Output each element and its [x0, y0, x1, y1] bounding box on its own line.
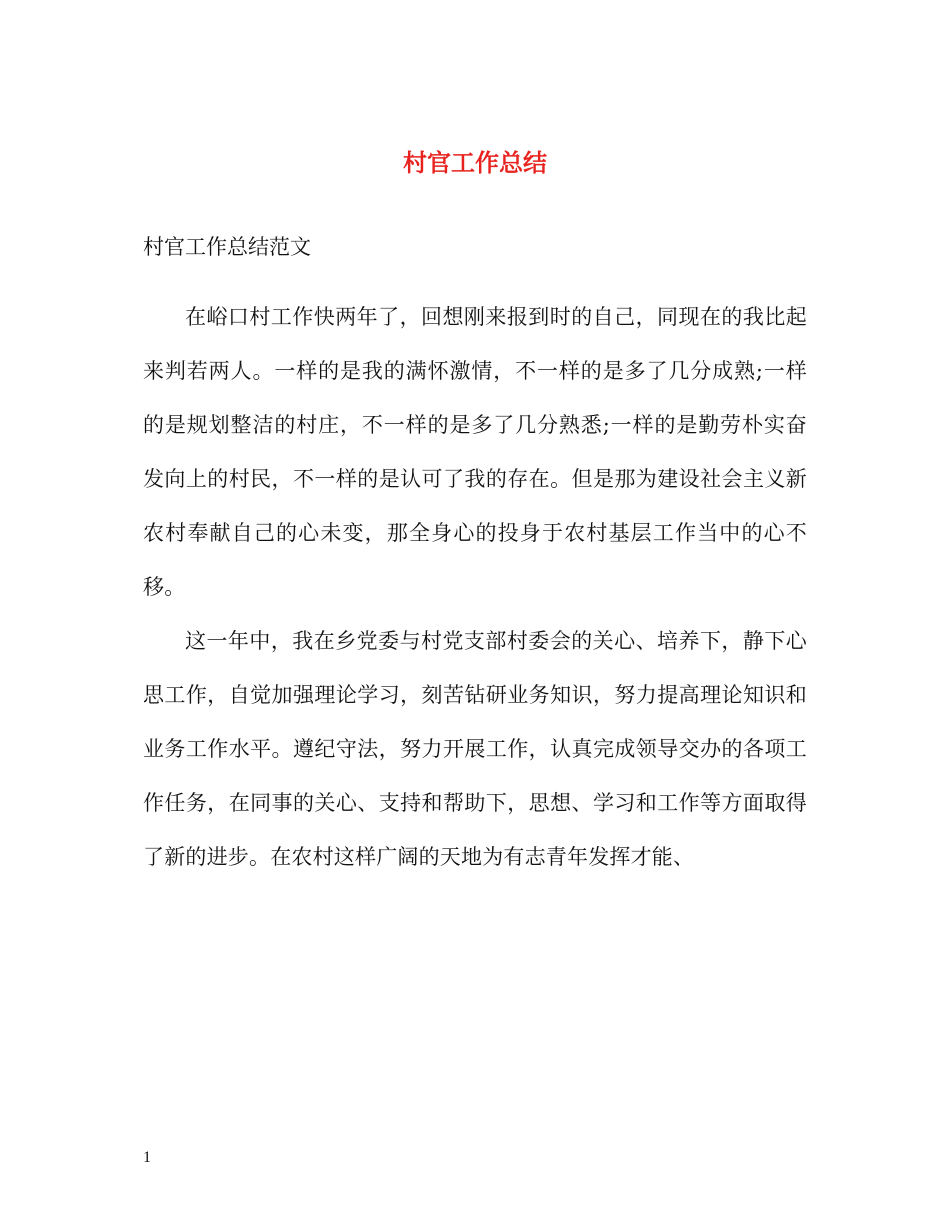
document-subtitle: 村官工作总结范文	[143, 235, 311, 259]
paragraph-2: 这一年中，我在乡党委与村党支部村委会的关心、培养下，静下心思工作，自觉加强理论学习，刻苦钻研业务知识，努力提高理论知识和业务工作水平。遵纪守法，努力开展工作，认真完成领导交办的各项工作任务，在同事的关心、支持和帮助下，思想、学习和工作等方面取得了新的进步。在农村这样广阔的天地为有志青年发挥才能、	[143, 629, 807, 869]
document-title: 村官工作总结	[403, 148, 547, 177]
document-body	[143, 290, 807, 884]
page-number: 1	[143, 1149, 151, 1166]
paragraph-1: 在峪口村工作快两年了，回想刚来报到时的自己，同现在的我比起来判若两人。一样的是我的满怀激情，不一样的是多了几分成熟;一样的是规划整洁的村庄，不一样的是多了几分熟悉;一样的是勤劳朴实奋发向上的村民，不一样的是认可了我的存在。但是那为建设社会主义新农村奉献自己的心未变，那全身心的投身于农村基层工作当中的心不移。	[143, 305, 807, 599]
